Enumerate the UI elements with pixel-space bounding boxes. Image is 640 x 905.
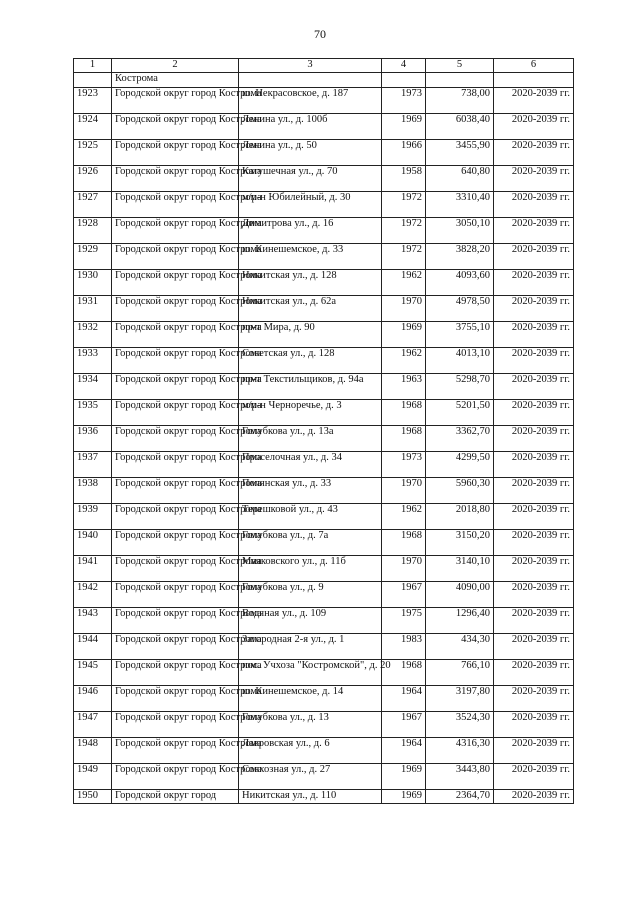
cell-area: 4299,50 bbox=[426, 452, 494, 478]
cell-area: 4093,60 bbox=[426, 270, 494, 296]
cell-number: 1928 bbox=[74, 218, 112, 244]
cell-year: 1983 bbox=[382, 634, 426, 660]
cell-year: 1970 bbox=[382, 478, 426, 504]
cell-number: 1943 bbox=[74, 608, 112, 634]
cell-district: Городской округ город Кострома bbox=[112, 348, 239, 374]
cell-number: 1950 bbox=[74, 790, 112, 804]
header-row bbox=[74, 59, 574, 73]
cell-address: Лавровская ул., д. 6 bbox=[239, 738, 382, 764]
cell-area: 3150,20 bbox=[426, 530, 494, 556]
cell-address: ш. Некрасовское, д. 187 bbox=[239, 88, 382, 114]
table-row bbox=[74, 504, 574, 530]
table-row bbox=[74, 88, 574, 114]
cell-address: м/р-н Черноречье, д. 3 bbox=[239, 400, 382, 426]
table-row bbox=[74, 426, 574, 452]
header-col-2: 2 bbox=[112, 59, 239, 73]
cell-address: Катушечная ул., д. 70 bbox=[239, 166, 382, 192]
cell-year: 1969 bbox=[382, 764, 426, 790]
page-number: 70 bbox=[314, 27, 326, 41]
cell-address: ш. Кинешемское, д. 33 bbox=[239, 244, 382, 270]
cell-address: Совхозная ул., д. 27 bbox=[239, 764, 382, 790]
cell-number: 1926 bbox=[74, 166, 112, 192]
cell-number: 1939 bbox=[74, 504, 112, 530]
cell-period: 2020-2039 гг. bbox=[494, 218, 574, 244]
cell-number: 1931 bbox=[74, 296, 112, 322]
cell-address: ш. Кинешемское, д. 14 bbox=[239, 686, 382, 712]
cell-area: 3310,40 bbox=[426, 192, 494, 218]
cell-year: 1970 bbox=[382, 296, 426, 322]
cell-number: 1938 bbox=[74, 478, 112, 504]
cell-number: 1927 bbox=[74, 192, 112, 218]
cell-area: 640,80 bbox=[426, 166, 494, 192]
cell-period: 2020-2039 гг. bbox=[494, 400, 574, 426]
cell-period: 2020-2039 гг. bbox=[494, 348, 574, 374]
cell-area bbox=[426, 73, 494, 88]
cell-area: 2364,70 bbox=[426, 790, 494, 804]
cell-number: 1923 bbox=[74, 88, 112, 114]
cell-number: 1944 bbox=[74, 634, 112, 660]
cell-address: Советская ул., д. 128 bbox=[239, 348, 382, 374]
cell-district: Городской округ город Кострома bbox=[112, 478, 239, 504]
cell-area: 1296,40 bbox=[426, 608, 494, 634]
cell-address: Голубкова ул., д. 7а bbox=[239, 530, 382, 556]
cell-year: 1969 bbox=[382, 114, 426, 140]
cell-year: 1973 bbox=[382, 88, 426, 114]
cell-district: Городской округ город Кострома bbox=[112, 140, 239, 166]
cell-year: 1969 bbox=[382, 790, 426, 804]
cell-address: Голубкова ул., д. 13 bbox=[239, 712, 382, 738]
cell-district: Городской округ город Кострома bbox=[112, 166, 239, 192]
cell-district: Городской округ город Кострома bbox=[112, 270, 239, 296]
cell-period: 2020-2039 гг. bbox=[494, 426, 574, 452]
cell-year: 1962 bbox=[382, 504, 426, 530]
cell-period: 2020-2039 гг. bbox=[494, 166, 574, 192]
cell-district: Городской округ город Кострома bbox=[112, 686, 239, 712]
table-row bbox=[74, 556, 574, 582]
table-row bbox=[74, 530, 574, 556]
cell-area: 4316,30 bbox=[426, 738, 494, 764]
cell-district: Городской округ город Кострома bbox=[112, 374, 239, 400]
cell-district: Городской округ город Кострома bbox=[112, 296, 239, 322]
cell-year: 1967 bbox=[382, 582, 426, 608]
cell-number: 1933 bbox=[74, 348, 112, 374]
cell-number: 1945 bbox=[74, 660, 112, 686]
cell-period: 2020-2039 гг. bbox=[494, 504, 574, 530]
cell-address: пр-т Мира, д. 90 bbox=[239, 322, 382, 348]
cell-period: 2020-2039 гг. bbox=[494, 374, 574, 400]
cell-district: Городской округ город Кострома bbox=[112, 556, 239, 582]
table-row bbox=[74, 348, 574, 374]
cell-address: Ленина ул., д. 50 bbox=[239, 140, 382, 166]
table-row bbox=[74, 296, 574, 322]
cell-district: Городской округ город Кострома bbox=[112, 114, 239, 140]
cell-period: 2020-2039 гг. bbox=[494, 790, 574, 804]
cell-area: 3362,70 bbox=[426, 426, 494, 452]
cell-area: 3524,30 bbox=[426, 712, 494, 738]
cell-number: 1947 bbox=[74, 712, 112, 738]
table-row bbox=[74, 166, 574, 192]
cell-address: Загородная 2-я ул., д. 1 bbox=[239, 634, 382, 660]
table-row bbox=[74, 452, 574, 478]
cell-address: м/р-н Юбилейный, д. 30 bbox=[239, 192, 382, 218]
table-row bbox=[74, 582, 574, 608]
table-row bbox=[74, 608, 574, 634]
cell-number: 1924 bbox=[74, 114, 112, 140]
cell-address: Никитская ул., д. 62а bbox=[239, 296, 382, 322]
cell-year: 1964 bbox=[382, 686, 426, 712]
cell-year: 1970 bbox=[382, 556, 426, 582]
cell-address: Ленина ул., д. 100б bbox=[239, 114, 382, 140]
cell-period: 2020-2039 гг. bbox=[494, 140, 574, 166]
cell-period: 2020-2039 гг. bbox=[494, 478, 574, 504]
cell-period: 2020-2039 гг. bbox=[494, 322, 574, 348]
cell-address: Маяковского ул., д. 11б bbox=[239, 556, 382, 582]
cell-number: 1942 bbox=[74, 582, 112, 608]
cell-year: 1972 bbox=[382, 192, 426, 218]
cell-area: 6038,40 bbox=[426, 114, 494, 140]
cell-address: Димитрова ул., д. 16 bbox=[239, 218, 382, 244]
header-col-4: 4 bbox=[382, 59, 426, 73]
cell-period: 2020-2039 гг. bbox=[494, 192, 574, 218]
cell-year: 1973 bbox=[382, 452, 426, 478]
header-col-1: 1 bbox=[74, 59, 112, 73]
cell-period: 2020-2039 гг. bbox=[494, 296, 574, 322]
cell-district: Кострома bbox=[112, 73, 239, 88]
cell-year: 1967 bbox=[382, 712, 426, 738]
cell-district: Городской округ город Кострома bbox=[112, 400, 239, 426]
cell-number: 1949 bbox=[74, 764, 112, 790]
cell-year: 1962 bbox=[382, 270, 426, 296]
cell-year: 1969 bbox=[382, 322, 426, 348]
cell-period: 2020-2039 гг. bbox=[494, 738, 574, 764]
cell-period bbox=[494, 73, 574, 88]
cell-area: 3828,20 bbox=[426, 244, 494, 270]
cell-area: 3197,80 bbox=[426, 686, 494, 712]
table-row-last bbox=[74, 790, 574, 804]
cell-area: 4013,10 bbox=[426, 348, 494, 374]
table-row bbox=[74, 218, 574, 244]
table-row bbox=[74, 478, 574, 504]
cell-period: 2020-2039 гг. bbox=[494, 608, 574, 634]
cell-address: Голубкова ул., д. 9 bbox=[239, 582, 382, 608]
cell-year: 1964 bbox=[382, 738, 426, 764]
cell-period: 2020-2039 гг. bbox=[494, 530, 574, 556]
cell-district: Городской округ город Кострома bbox=[112, 660, 239, 686]
cell-area: 3050,10 bbox=[426, 218, 494, 244]
cell-number: 1940 bbox=[74, 530, 112, 556]
cell-address: Никитская ул., д. 110 bbox=[239, 790, 382, 804]
table-row bbox=[74, 712, 574, 738]
cell-address: Водяная ул., д. 109 bbox=[239, 608, 382, 634]
cell-period: 2020-2039 гг. bbox=[494, 712, 574, 738]
cell-district: Городской округ город Кострома bbox=[112, 582, 239, 608]
continuation-row bbox=[74, 73, 574, 88]
cell-address: Голубкова ул., д. 13а bbox=[239, 426, 382, 452]
header-col-6: 6 bbox=[494, 59, 574, 73]
cell-number: 1948 bbox=[74, 738, 112, 764]
cell-area: 3755,10 bbox=[426, 322, 494, 348]
cell-period: 2020-2039 гг. bbox=[494, 114, 574, 140]
cell-district: Городской округ город Кострома bbox=[112, 192, 239, 218]
cell-address: Терешковой ул., д. 43 bbox=[239, 504, 382, 530]
cell-period: 2020-2039 гг. bbox=[494, 764, 574, 790]
cell-number: 1936 bbox=[74, 426, 112, 452]
table-row bbox=[74, 400, 574, 426]
cell-district: Городской округ город Кострома bbox=[112, 764, 239, 790]
cell-number: 1941 bbox=[74, 556, 112, 582]
housing-registry-table bbox=[73, 58, 574, 804]
cell-year: 1968 bbox=[382, 660, 426, 686]
cell-period: 2020-2039 гг. bbox=[494, 686, 574, 712]
cell-district: Городской округ город Кострома bbox=[112, 244, 239, 270]
cell-year: 1966 bbox=[382, 140, 426, 166]
cell-area: 434,30 bbox=[426, 634, 494, 660]
cell-period: 2020-2039 гг. bbox=[494, 452, 574, 478]
cell-number: 1937 bbox=[74, 452, 112, 478]
table-row bbox=[74, 634, 574, 660]
cell-district: Городской округ город Кострома bbox=[112, 504, 239, 530]
cell-year: 1972 bbox=[382, 218, 426, 244]
header-col-3: 3 bbox=[239, 59, 382, 73]
table-row bbox=[74, 270, 574, 296]
cell-area: 5298,70 bbox=[426, 374, 494, 400]
cell-period: 2020-2039 гг. bbox=[494, 660, 574, 686]
cell-period: 2020-2039 гг. bbox=[494, 270, 574, 296]
table-row bbox=[74, 192, 574, 218]
cell-year: 1968 bbox=[382, 530, 426, 556]
table-row bbox=[74, 140, 574, 166]
cell-area: 5201,50 bbox=[426, 400, 494, 426]
cell-district: Городской округ город Кострома bbox=[112, 88, 239, 114]
table-row bbox=[74, 764, 574, 790]
cell-number: 1934 bbox=[74, 374, 112, 400]
cell-area: 4090,00 bbox=[426, 582, 494, 608]
header-col-5: 5 bbox=[426, 59, 494, 73]
cell-number bbox=[74, 73, 112, 88]
cell-year bbox=[382, 73, 426, 88]
cell-area: 4978,50 bbox=[426, 296, 494, 322]
cell-area: 738,00 bbox=[426, 88, 494, 114]
cell-period: 2020-2039 гг. bbox=[494, 88, 574, 114]
cell-year: 1958 bbox=[382, 166, 426, 192]
cell-number: 1929 bbox=[74, 244, 112, 270]
cell-period: 2020-2039 гг. bbox=[494, 244, 574, 270]
table-row bbox=[74, 322, 574, 348]
cell-period: 2020-2039 гг. bbox=[494, 582, 574, 608]
cell-number: 1932 bbox=[74, 322, 112, 348]
cell-district: Городской округ город Кострома bbox=[112, 426, 239, 452]
table-row bbox=[74, 660, 574, 686]
cell-district: Городской округ город Кострома bbox=[112, 738, 239, 764]
table-row bbox=[74, 686, 574, 712]
table-row bbox=[74, 114, 574, 140]
cell-area: 3140,10 bbox=[426, 556, 494, 582]
cell-address: Проселочная ул., д. 34 bbox=[239, 452, 382, 478]
cell-address: Полянская ул., д. 33 bbox=[239, 478, 382, 504]
cell-number: 1935 bbox=[74, 400, 112, 426]
cell-district: Городской округ город Кострома bbox=[112, 322, 239, 348]
cell-district: Городской округ город Кострома bbox=[112, 452, 239, 478]
cell-district: Городской округ город Кострома bbox=[112, 530, 239, 556]
cell-area: 3443,80 bbox=[426, 764, 494, 790]
cell-address: Никитская ул., д. 128 bbox=[239, 270, 382, 296]
cell-district: Городской округ город Кострома bbox=[112, 218, 239, 244]
cell-district: Городской округ город Кострома bbox=[112, 712, 239, 738]
cell-address: пос. Учхоза "Костромской", д. 20 bbox=[239, 660, 382, 686]
table-row bbox=[74, 738, 574, 764]
table-row bbox=[74, 374, 574, 400]
cell-year: 1962 bbox=[382, 348, 426, 374]
cell-number: 1925 bbox=[74, 140, 112, 166]
table-body bbox=[74, 73, 574, 804]
cell-district: Городской округ город Кострома bbox=[112, 634, 239, 660]
cell-district: Городской округ город bbox=[112, 790, 239, 804]
cell-year: 1968 bbox=[382, 426, 426, 452]
cell-address: пр-т Текстильщиков, д. 94а bbox=[239, 374, 382, 400]
cell-area: 766,10 bbox=[426, 660, 494, 686]
cell-address bbox=[239, 73, 382, 88]
cell-year: 1968 bbox=[382, 400, 426, 426]
cell-area: 3455,90 bbox=[426, 140, 494, 166]
cell-area: 5960,30 bbox=[426, 478, 494, 504]
cell-area: 2018,80 bbox=[426, 504, 494, 530]
cell-period: 2020-2039 гг. bbox=[494, 634, 574, 660]
cell-number: 1930 bbox=[74, 270, 112, 296]
cell-district: Городской округ город Кострома bbox=[112, 608, 239, 634]
cell-number: 1946 bbox=[74, 686, 112, 712]
cell-year: 1975 bbox=[382, 608, 426, 634]
cell-year: 1972 bbox=[382, 244, 426, 270]
table-row bbox=[74, 244, 574, 270]
cell-period: 2020-2039 гг. bbox=[494, 556, 574, 582]
cell-year: 1963 bbox=[382, 374, 426, 400]
